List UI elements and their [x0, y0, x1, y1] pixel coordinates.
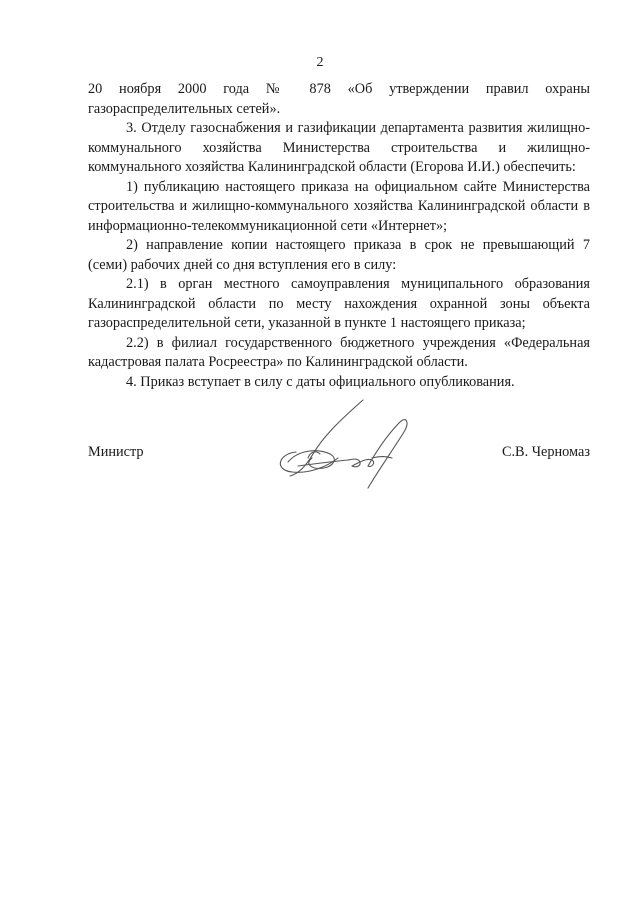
paragraph-item-2-1: 2.1) в орган местного самоуправления муниципального образования Калининградской области по месту нахождения охранной зоны объекта газораспределительной сети, указанной в пункте 1 настоящего приказа;	[88, 276, 590, 331]
handwritten-signature	[268, 392, 418, 492]
paragraph-item-3-2: 2) направление копии настоящего приказа в срок не превышающий 7 (семи) рабочих дней со дня вступления его в силу:	[88, 237, 590, 273]
signatory-name: С.В. Черномаз	[501, 444, 590, 460]
document-body	[88, 80, 590, 392]
paragraph-item-2-2: 2.2) в филиал государственного бюджетного учреждения «Федеральная кадастровая палата Росреестра» по Калининградской области.	[88, 334, 590, 370]
paragraph-item-3-1: 1) публикацию настоящего приказа на официальном сайте Министерства строительства и жилищно-коммунального хозяйства Калининградской области в информационно-телекоммуникационной сети «Интернет»;	[88, 178, 590, 234]
paragraph-item-3: 3. Отделу газоснабжения и газификации департамента развития жилищно-коммунального хозяйства Министерства строительства и жилищно-коммунального хозяйства Калининградской области (Егорова И.И.) обеспечить:	[88, 120, 590, 175]
page-number: 2	[316, 55, 324, 70]
paragraph-item-4: 4. Приказ вступает в силу с даты официального опубликования.	[126, 373, 515, 390]
signatory-title: Министр	[88, 444, 144, 460]
paragraph-continuation: 20 ноября 2000 года № 878 «Об утверждении правил охраны газораспределительных сетей».	[88, 81, 590, 117]
